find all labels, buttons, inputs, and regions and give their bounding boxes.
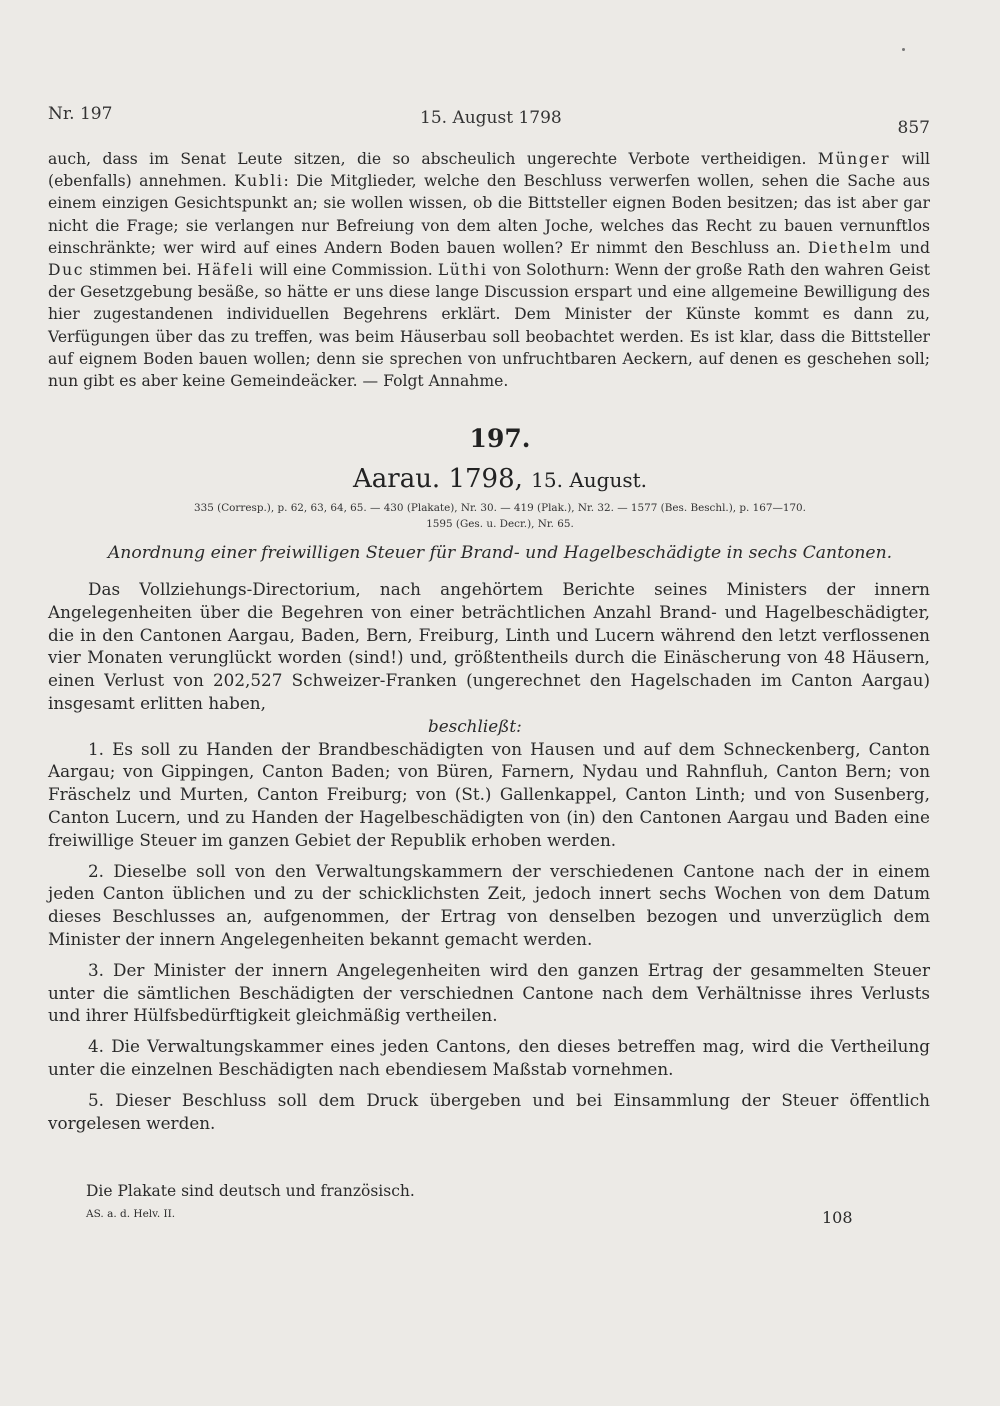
year: 1798, [448, 464, 523, 494]
speaker-name: Diethelm [807, 238, 893, 257]
speaker-name: Häfeli [196, 261, 255, 280]
article: 5. Dieser Beschluss soll dem Druck übergeben und bei Einsammlung der Steuer öffentlich vorgelesen werden. [48, 1089, 930, 1133]
date: 15. August. [531, 468, 648, 492]
sheet-number: 108 [822, 1208, 853, 1227]
footnote: Die Plakate sind deutsch und französisch. [86, 1182, 415, 1200]
page-header [48, 104, 930, 138]
page-number: 857 [897, 118, 930, 138]
speaker-name: Kubli [234, 172, 284, 191]
header-number: Nr. 197 [48, 104, 113, 124]
speaker-name: Lüthi [437, 261, 488, 280]
source-abbreviation: AS. a. d. Helv. II. [86, 1208, 176, 1220]
header-date: 15. August 1798 [420, 108, 562, 128]
place: Aarau. [352, 464, 441, 494]
article: 2. Dieselbe soll von den Verwaltungskammern der verschiedenen Cantone nach der in einem jeden Canton üblichen und zu der schicklichsten Zeit, jedoch innert sechs Wochen von dem Datum dieses Beschlusses an, aufgenommen, der Ertrag von denselben bezogen und unverzüglich dem Minister der innern Angelegenheiten bekannt gemacht werden. [48, 860, 930, 949]
article: 4. Die Verwaltungskammer eines jeden Cantons, den dieses betreffen mag, wird die Vertheilung unter die einzelnen Beschädigten nach ebendiesem Maßstab vornehmen. [48, 1036, 930, 1079]
document-body [48, 578, 930, 1134]
references-line: 1595 (Ges. u. Decr.), Nr. 65. [426, 518, 574, 530]
continuation-paragraph: auch, dass im Senat Leute sitzen, die so abscheulich ungerechte Verbote vertheidigen. Münger will (ebenfalls) annehmen. Kubli: Die Mitglieder, welche den Beschluss verwerfen wollen, sehen die Sache aus einem einzigen Gesichtspunkt an; sie wollen wissen, ob die Bittsteller eignen Boden besitzen; das ist aber gar nicht die Frage; sie verlangen nur Befreiung von dem alten Joche, welches das Recht zu bauen vernunftlos einschränkte; wer wird auf eines Andern Boden bauen wollen? Er nimmt den Beschluss an. Diethelm und Duc stimmen bei. Häfeli will eine Commission. Lüthi von Solothurn: Wenn der große Rath den wahren Geist der Gesetzgebung besäße, so hätte er uns diese lange Discussion erspart und eine allgemeine Bewilligung des hier zugestandenen individuellen Begehrens erklärt. Dem Minister der Künste kommt es dann zu, Verfügungen über das zu treffen, was beim Häuserbau soll beobachtet werden. Es ist klar, dass die Bittsteller auf eignem Boden bauen wollen; denn sie sprechen von unfruchtbaren Aeckern, auf denen es geschehen soll; nun gibt es aber keine Gemeindeäcker. — Folgt Annahme. [48, 150, 931, 391]
speaker-name: Münger [817, 150, 891, 168]
article: 1. Es soll zu Handen der Brandbeschädigten von Hausen und auf dem Schneckenberg, Canton Aargau; von Gippingen, Canton Baden; von Büren, Farnern, Nydau und Rahnfluh, Canton Bern; von Fräschelz und Murten, Canton Freiburg; von (St.) Gallenkappel, Canton Linth; und von Susenberg, Canton Lucern, und zu Handen der Hagelbeschädigten von (in) den Cantonen Aargau und Baden eine freiwillige Steuer im ganzen Gebiet der Republik erhoben werden. [48, 738, 930, 850]
document-number: 197. [469, 424, 531, 453]
document-title: Anordnung einer freiwilligen Steuer für Brand- und Hagelbeschädigte in sechs Cantonen. [107, 543, 893, 563]
preamble: Das Vollziehungs-Directorium, nach angehörtem Berichte seines Ministers der innern Angelegenheiten über die Begehren von einer beträchtlichen Anzahl Brand- und Hagelbeschädigter, die in den Cantonen Aargau, Baden, Bern, Freiburg, Linth und Lucern während den letzt verflossenen vier Monaten verunglückt worden (sind!) und, größtentheils durch die Einäscherung von 48 Häusern, einen Verlust von 202,527 Schweizer-Franken (ungerechnet den Hagelschaden im Canton Aargau) insgesamt erlitten haben, [48, 579, 930, 713]
speaker-name: Duc [48, 261, 85, 280]
continuation-text [48, 148, 930, 392]
speck [902, 48, 905, 51]
references-line: 335 (Corresp.), p. 62, 63, 64, 65. — 430 (Plakate), Nr. 30. — 419 (Plak.), Nr. 32. — 1577 (Bes. Beschl.), p. 167—170. [194, 502, 806, 514]
document-place-date [0, 464, 1000, 494]
resolves-heading: beschließt: [428, 715, 522, 736]
article: 3. Der Minister der innern Angelegenheiten wird den ganzen Ertrag der gesammelten Steuer unter die sämtlichen Beschädigten der verschiednen Cantone nach dem Verhältnisse ihres Verlusts und ihrer Hülfsbedürftigkeit gleichmäßig vertheilen. [48, 959, 930, 1026]
source-references [0, 500, 1000, 532]
